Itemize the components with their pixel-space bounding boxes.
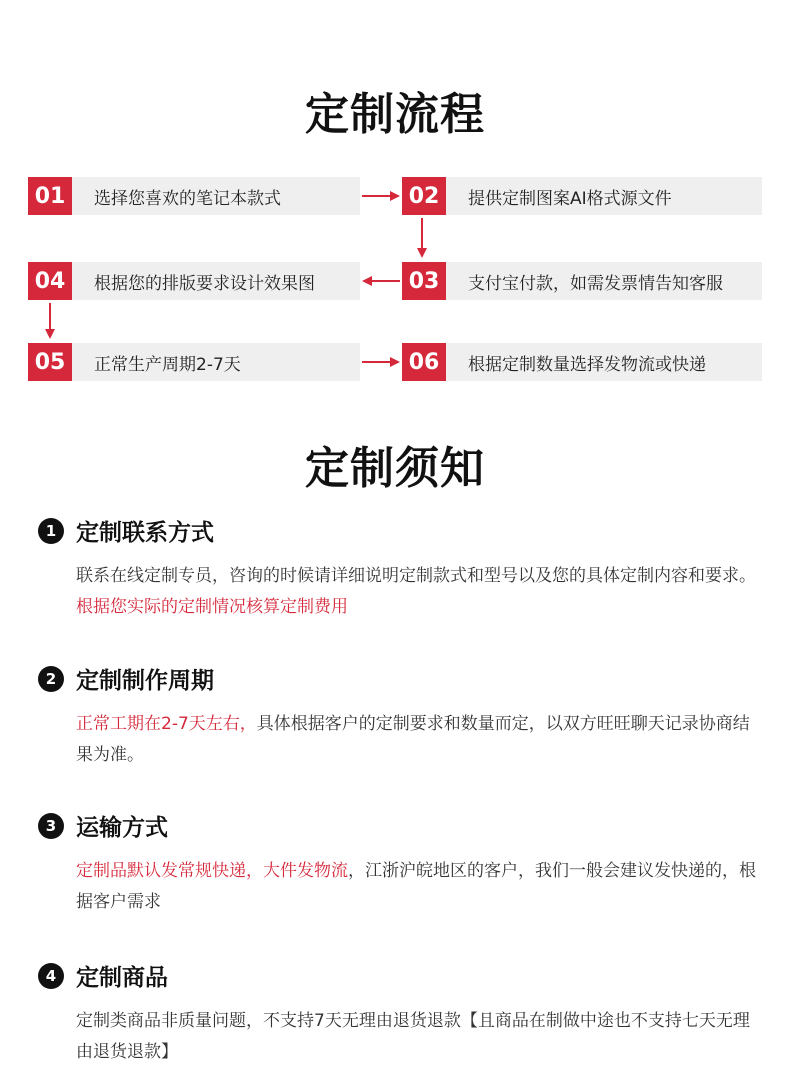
arrow-left-icon <box>360 271 402 291</box>
section-title: 定制商品 <box>76 965 168 991</box>
process-step-03 <box>402 262 762 300</box>
step-label: 正常生产周期2-7天 <box>94 354 241 375</box>
arrow-down-icon <box>412 216 432 262</box>
section-text: 联系在线定制专员，咨询的时候请详细说明定制款式和型号以及您的具体定制内容和要求。 <box>76 566 756 586</box>
number-3-icon: 3 <box>38 813 64 839</box>
arrow-down-icon <box>40 301 60 343</box>
notice-section-1-heading <box>38 514 214 547</box>
arrow-right-icon <box>360 352 402 372</box>
notice-title: 定制须知 <box>305 443 485 494</box>
section-text: ，江浙沪皖地区的客户，我们一般会建议发快递的，根据客户需求 <box>76 861 756 912</box>
number-1-icon: 1 <box>38 518 64 544</box>
process-step-02 <box>402 177 762 215</box>
section-text: 定制类商品非质量问题，不支持7天无理由退货退款【且商品在制做中途也不支持七天无理由退货退款】 <box>76 1011 750 1062</box>
process-step-04 <box>28 262 360 300</box>
process-step-05 <box>28 343 360 381</box>
section-text: 具体根据客户的定制要求和数量而定，以双方旺旺聊天记录协商结果为准。 <box>76 714 750 765</box>
section-title: 定制联系方式 <box>76 520 214 546</box>
step-number: 01 <box>28 177 72 215</box>
notice-section-3-text <box>76 856 764 918</box>
number-4-icon: 4 <box>38 963 64 989</box>
step-label: 支付宝付款，如需发票情告知客服 <box>468 273 723 294</box>
step-label: 选择您喜欢的笔记本款式 <box>94 188 281 209</box>
section-title: 定制制作周期 <box>76 668 214 694</box>
arrow-right-icon <box>360 186 402 206</box>
step-label: 根据您的排版要求设计效果图 <box>94 273 315 294</box>
section-highlight: 定制品默认发常规快递，大件发物流 <box>76 861 348 881</box>
process-step-06 <box>402 343 762 381</box>
step-number: 03 <box>402 262 446 300</box>
step-label: 根据定制数量选择发物流或快递 <box>468 354 706 375</box>
process-step-01 <box>28 177 360 215</box>
process-title: 定制流程 <box>305 89 485 140</box>
section-title: 运输方式 <box>76 815 168 841</box>
notice-section-1-text <box>76 561 764 623</box>
notice-section-4-heading <box>38 959 168 992</box>
notice-section-3-heading <box>38 809 168 842</box>
notice-section-2-heading <box>38 662 214 695</box>
step-number: 06 <box>402 343 446 381</box>
step-number: 04 <box>28 262 72 300</box>
section-highlight: 根据您实际的定制情况核算定制费用 <box>76 597 348 617</box>
step-number: 02 <box>402 177 446 215</box>
notice-section-2-text <box>76 709 764 771</box>
section-highlight: 正常工期在2-7天左右， <box>76 714 257 734</box>
step-label: 提供定制图案AI格式源文件 <box>468 188 672 209</box>
number-2-icon: 2 <box>38 666 64 692</box>
step-number: 05 <box>28 343 72 381</box>
notice-section-4-text <box>76 1006 764 1068</box>
